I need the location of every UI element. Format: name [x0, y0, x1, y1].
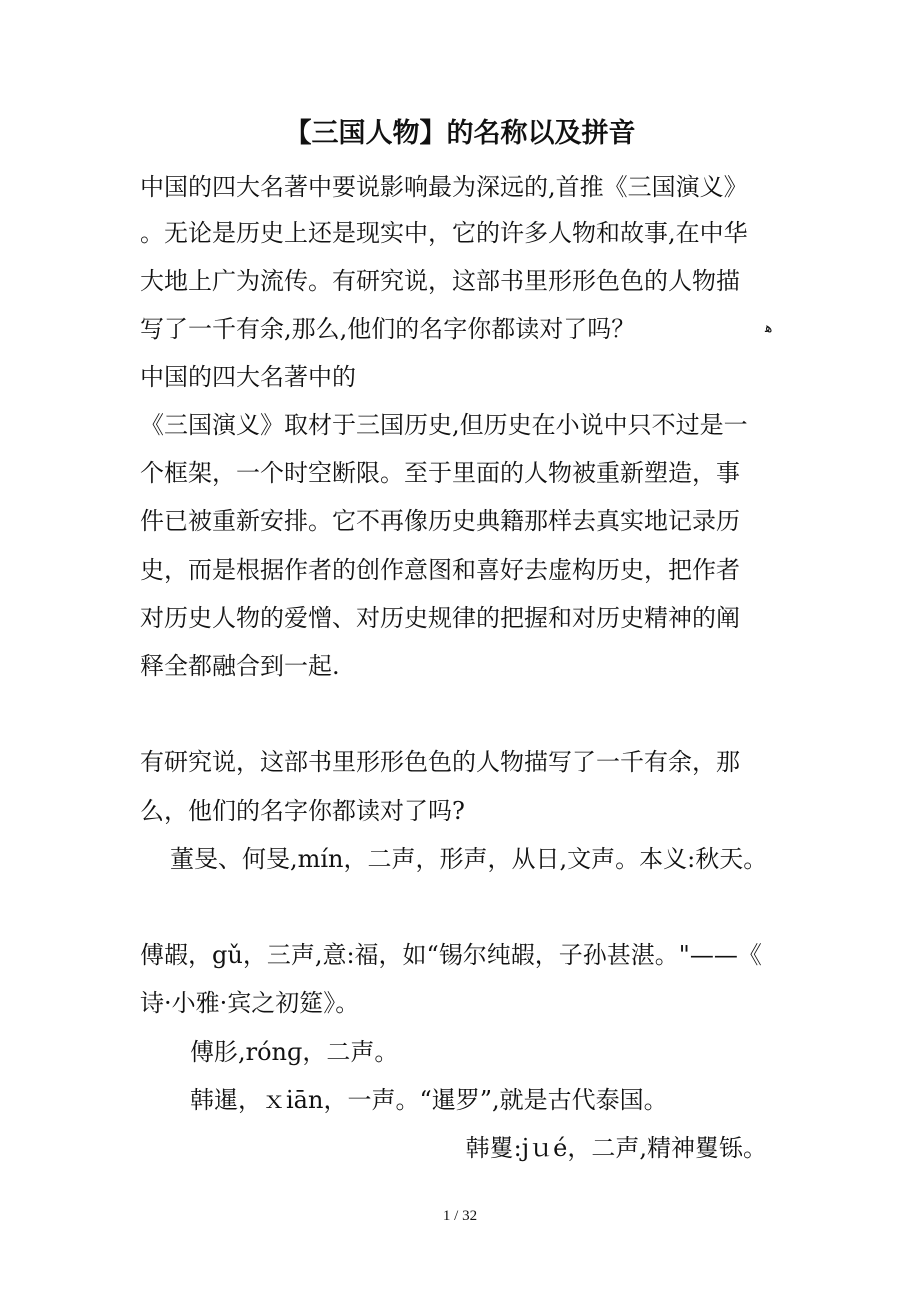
paragraph-line: 诗·小雅·宾之初筵》。 [140, 989, 360, 1017]
paragraph-line: 。无论是历史上还是现实中，它的许多人物和故事,在中华 [140, 219, 748, 247]
paragraph-line: 写了一千有余,那么,他们的名字你都读对了吗？ [140, 315, 636, 343]
paragraph-line: 有研究说，这部书里形形色色的人物描写了一千有余，那 [140, 748, 740, 776]
pinyin-entry: 傅嘏，gǔ，三声,意:福，如“锡尔纯嘏，子孙甚湛。"——《 [140, 941, 762, 969]
paragraph-line: 史，而是根据作者的创作意图和喜好去虚构历史，把作者 [140, 556, 740, 584]
paragraph-line: 么，他们的名字你都读对了吗? [140, 797, 465, 825]
pinyin-entry: 傅肜,rónɡ，二声。 [190, 1038, 399, 1066]
paragraph-line: 对历史人物的爱憎、对历史规律的把握和对历史精神的阐 [140, 604, 740, 632]
document-title: 【三国人物】的名称以及拼音 [284, 118, 636, 149]
pinyin-entry: 董旻、何旻,mín，二声，形声，从日,文声。本义:秋天。 [170, 845, 768, 873]
paragraph-line: 释全都融合到一起. [140, 652, 340, 680]
paragraph-line: 《三国演义》取材于三国历史,但历史在小说中只不过是一 [140, 411, 748, 439]
paragraph-line: 件已被重新安排。它不再像历史典籍那样去真实地记录历 [140, 507, 740, 535]
pinyin-entry: 韩暹，ｘiān，一声。“暹罗”,就是古代泰国。 [190, 1086, 668, 1114]
pinyin-entry: 韩矍:jｕé，二声,精神矍铄。 [465, 1134, 767, 1162]
paragraph-line: 中国的四大名著中要说影响最为深远的,首推《三国演义》 [140, 173, 748, 201]
margin-mark: ﻫ [765, 320, 773, 336]
paragraph-line: 大地上广为流传。有研究说，这部书里形形色色的人物描 [140, 267, 740, 295]
page-number: 1 / 32 [442, 1208, 478, 1224]
paragraph-line: 中国的四大名著中的 [140, 363, 356, 391]
paragraph-line: 个框架，一个时空断限。至于里面的人物被重新塑造，事 [140, 459, 740, 487]
